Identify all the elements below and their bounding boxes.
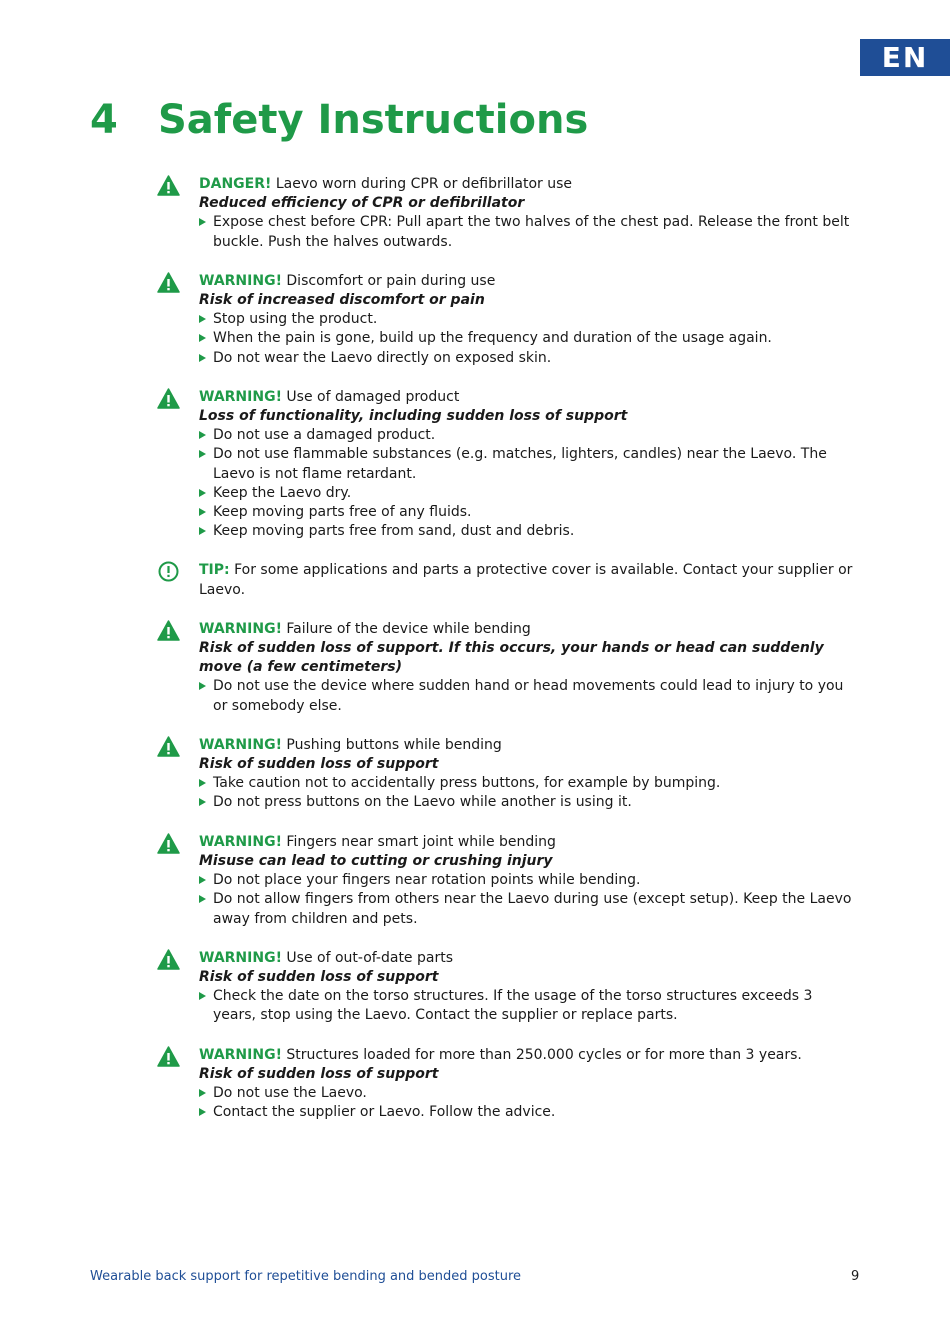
- action-list: [199, 213, 859, 251]
- hazard-subject: For some applications and parts a protective cover is available. Contact your supplier or Laevo.: [199, 562, 853, 598]
- instruction-title: [199, 272, 859, 291]
- hazard-risk: Loss of functionality, including sudden loss of support: [199, 408, 628, 425]
- instruction-title: [199, 175, 859, 194]
- warning-triangle-icon: [157, 949, 180, 970]
- instruction-block: [0, 1046, 950, 1123]
- hazard-risk: Risk of sudden loss of support: [199, 968, 439, 985]
- instruction-title: [199, 561, 859, 599]
- warning-triangle-icon: [157, 388, 180, 409]
- action-item: Do not use the Laevo.: [199, 1084, 859, 1103]
- instruction-block: [0, 620, 950, 716]
- action-item: Keep the Laevo dry.: [199, 484, 859, 503]
- action-item: Do not wear the Laevo directly on exposed skin.: [199, 349, 859, 368]
- instruction-body: [199, 949, 859, 1026]
- signal-word: WARNING!: [199, 1046, 282, 1063]
- action-item: Keep moving parts free of any fluids.: [199, 503, 859, 522]
- instruction-body: [199, 1046, 859, 1123]
- section-number: 4: [90, 97, 118, 143]
- action-item: Take caution not to accidentally press buttons, for example by bumping.: [199, 774, 859, 793]
- action-item: Keep moving parts free from sand, dust and debris.: [199, 522, 859, 541]
- action-item: Stop using the product.: [199, 310, 859, 329]
- hazard-risk: Risk of sudden loss of support: [199, 1065, 439, 1082]
- action-item: Do not press buttons on the Laevo while another is using it.: [199, 793, 859, 812]
- signal-word: WARNING!: [199, 388, 282, 405]
- section-title: Safety Instructions: [158, 97, 589, 143]
- hazard-subject: Laevo worn during CPR or defibrillator use: [275, 176, 573, 192]
- instruction-block: [0, 272, 950, 368]
- hazard-risk: Risk of increased discomfort or pain: [199, 292, 485, 309]
- hazard-risk: Risk of sudden loss of support. If this occurs, your hands or head can suddenly move (a few centimeters): [199, 640, 824, 676]
- instruction-block: [0, 949, 950, 1026]
- instruction-body: [199, 620, 859, 716]
- action-item: Do not use flammable substances (e.g. matches, lighters, candles) near the Laevo. The Laevo is not flame retardant.: [199, 445, 859, 483]
- action-list: [199, 426, 859, 541]
- footer-text: Wearable back support for repetitive bending and bended posture: [90, 1269, 522, 1284]
- action-item: Check the date on the torso structures. If the usage of the torso structures exceeds 3 years, stop using the Laevo. Contact the supplier or replace parts.: [199, 987, 859, 1025]
- signal-word: WARNING!: [199, 736, 282, 753]
- hazard-subject: Fingers near smart joint while bending: [286, 833, 556, 850]
- instruction-body: [199, 561, 859, 599]
- section-heading: [90, 96, 588, 144]
- instruction-body: [199, 833, 859, 929]
- hazard-risk: Risk of sudden loss of support: [199, 756, 439, 773]
- action-item: Contact the supplier or Laevo. Follow the advice.: [199, 1103, 859, 1122]
- hazard-subject: Use of out-of-date parts: [286, 949, 453, 966]
- safety-instructions-list: [0, 175, 950, 1142]
- signal-word: WARNING!: [199, 272, 282, 289]
- instruction-block: [0, 561, 950, 599]
- warning-triangle-icon: [157, 620, 180, 641]
- action-list: [199, 987, 859, 1025]
- action-list: [199, 310, 859, 368]
- signal-word: DANGER!: [199, 176, 272, 192]
- instruction-body: [199, 736, 859, 813]
- instruction-body: [199, 175, 859, 252]
- instruction-body: [199, 388, 859, 542]
- instruction-block: [0, 175, 950, 252]
- action-item: Do not use the device where sudden hand or head movements could lead to injury to you or somebody else.: [199, 677, 859, 715]
- instruction-title: [199, 736, 859, 755]
- warning-triangle-icon: [157, 1046, 180, 1067]
- hazard-subject: Failure of the device while bending: [286, 620, 531, 637]
- action-item: Expose chest before CPR: Pull apart the two halves of the chest pad. Release the front belt buckle. Push the halves outwards.: [199, 213, 859, 251]
- action-list: [199, 871, 859, 929]
- warning-triangle-icon: [157, 736, 180, 757]
- warning-triangle-icon: [157, 175, 180, 196]
- hazard-subject: Pushing buttons while bending: [286, 736, 502, 753]
- action-item: Do not allow fingers from others near the Laevo during use (except setup). Keep the Laevo away from children and pets.: [199, 890, 859, 928]
- instruction-title: [199, 949, 859, 968]
- signal-word: WARNING!: [199, 620, 282, 637]
- action-item: Do not place your fingers near rotation points while bending.: [199, 871, 859, 890]
- hazard-subject: Discomfort or pain during use: [286, 272, 496, 289]
- instruction-title: [199, 620, 859, 639]
- language-badge: EN: [860, 39, 950, 76]
- warning-triangle-icon: [157, 272, 180, 293]
- instruction-block: [0, 388, 950, 542]
- instruction-title: [199, 833, 859, 852]
- signal-word: WARNING!: [199, 949, 282, 966]
- hazard-risk: Misuse can lead to cutting or crushing injury: [199, 852, 553, 869]
- info-circle-icon: [157, 561, 180, 582]
- action-item: When the pain is gone, build up the frequency and duration of the usage again.: [199, 329, 859, 348]
- action-list: [199, 1084, 859, 1122]
- action-list: [199, 774, 859, 812]
- instruction-block: [0, 833, 950, 929]
- page-number: 9: [851, 1269, 860, 1284]
- instruction-block: [0, 736, 950, 813]
- instruction-body: [199, 272, 859, 368]
- hazard-subject: Structures loaded for more than 250.000 cycles or for more than 3 years.: [286, 1046, 802, 1063]
- instruction-title: [199, 1046, 859, 1065]
- instruction-title: [199, 388, 859, 407]
- signal-word: WARNING!: [199, 833, 282, 850]
- hazard-risk: Reduced efficiency of CPR or defibrillator: [199, 195, 525, 212]
- action-list: [199, 677, 859, 715]
- hazard-subject: Use of damaged product: [286, 388, 460, 405]
- action-item: Do not use a damaged product.: [199, 426, 859, 445]
- warning-triangle-icon: [157, 833, 180, 854]
- signal-word: TIP:: [199, 562, 230, 579]
